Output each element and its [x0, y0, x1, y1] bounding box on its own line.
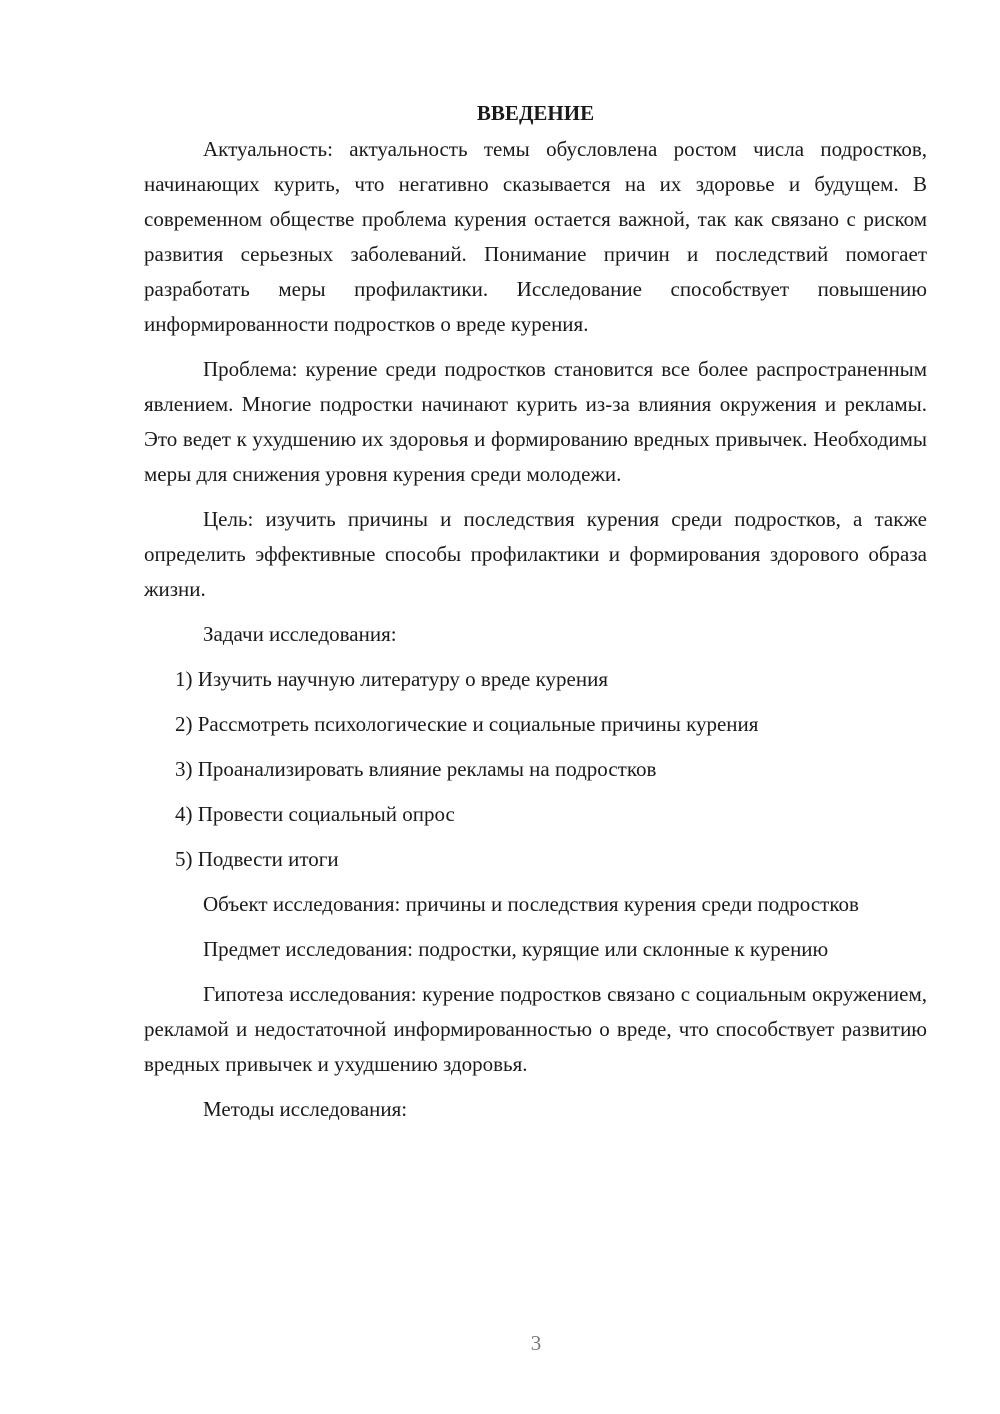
page-title: ВВЕДЕНИЕ: [476, 101, 595, 125]
task-item: 2) Рассмотреть психологические и социальные причины курения: [175, 712, 759, 736]
document-page: [144, 96, 927, 1137]
task-item: 3) Проанализировать влияние рекламы на подростков: [175, 757, 657, 781]
task-item: 4) Провести социальный опрос: [175, 802, 455, 826]
subject-paragraph: Предмет исследования: подростки, курящие или склонные к курению: [203, 937, 829, 961]
object-paragraph: Объект исследования: причины и последствия курения среди подростков: [203, 892, 859, 916]
relevance-paragraph: Актуальность: актуальность темы обусловлена ростом числа подростков, начинающих курить, что негативно сказывается на их здоровье и будущем. В современном обществе проблема курения остается важной, так как связано с риском развития серьезных заболеваний. Понимание причин и последствий помогает разработать меры профилактики. Исследование способствует повышению информированности подростков о вреде курения.: [144, 137, 927, 336]
problem-paragraph: Проблема: курение среди подростков становится все более распространенным явлением. Многие подростки начинают курить из-за влияния окружения и рекламы. Это ведет к ухудшению их здоровья и формированию вредных привычек. Необходимы меры для снижения уровня курения среди молодежи.: [144, 357, 927, 486]
hypothesis-paragraph: Гипотеза исследования: курение подростков связано с социальным окружением, рекламой и недостаточной информированностью о вреде, что способствует развитию вредных привычек и ухудшению здоровья.: [144, 982, 927, 1076]
goal-paragraph: Цель: изучить причины и последствия курения среди подростков, а также определить эффективные способы профилактики и формирования здорового образа жизни.: [144, 507, 927, 601]
task-item: 1) Изучить научную литературу о вреде курения: [175, 667, 608, 691]
page-number: 3: [530, 1331, 542, 1355]
methods-heading: Методы исследования:: [203, 1097, 408, 1121]
tasks-list: [144, 662, 927, 877]
task-item: 5) Подвести итоги: [175, 847, 339, 871]
tasks-heading: Задачи исследования:: [203, 622, 397, 646]
